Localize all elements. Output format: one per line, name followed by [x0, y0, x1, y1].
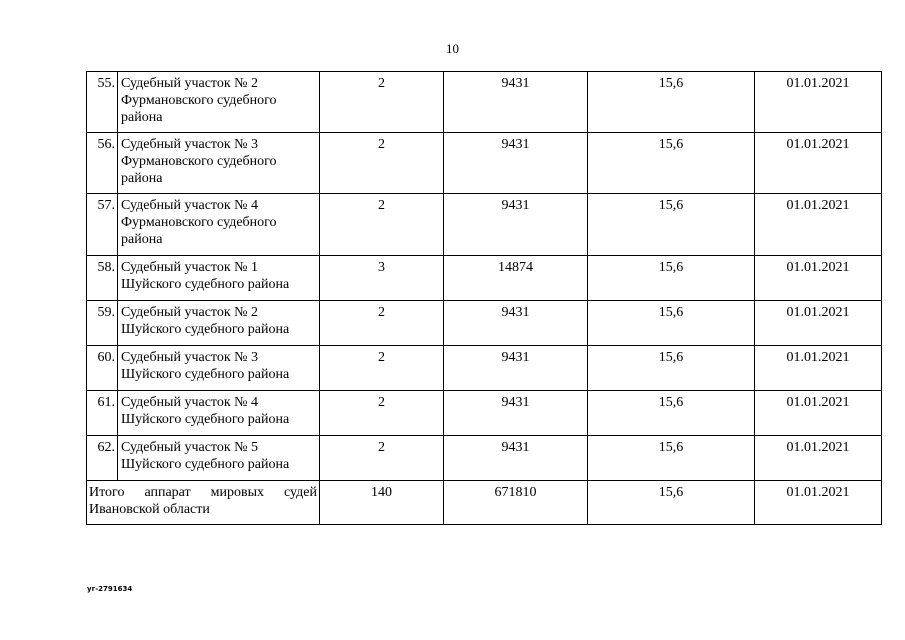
page-number: 10 [446, 41, 459, 56]
staff-units-cell: 2 [320, 133, 444, 194]
staff-units-cell: 2 [320, 301, 444, 346]
row-number: 61. [87, 391, 118, 436]
total-staff-units-cell: 140 [320, 481, 444, 525]
row-number: 56. [87, 133, 118, 194]
amount-cell: 9431 [444, 346, 588, 391]
rate-cell: 15,6 [588, 256, 755, 301]
row-number: 58. [87, 256, 118, 301]
table-row [87, 256, 882, 301]
row-number: 57. [87, 194, 118, 256]
rate-cell: 15,6 [588, 391, 755, 436]
court-section-name: Судебный участок № 3 Фурмановского судебного района [118, 133, 320, 194]
staff-units-cell: 2 [320, 194, 444, 256]
amount-cell: 9431 [444, 72, 588, 133]
table-row [87, 391, 882, 436]
rate-cell: 15,6 [588, 301, 755, 346]
table-row [87, 72, 882, 133]
court-section-name: Судебный участок № 5 Шуйского судебного района [118, 436, 320, 481]
table-row [87, 194, 882, 256]
row-number: 55. [87, 72, 118, 133]
table-row [87, 346, 882, 391]
table-row [87, 436, 882, 481]
amount-cell: 9431 [444, 133, 588, 194]
row-number: 60. [87, 346, 118, 391]
total-row [87, 481, 882, 525]
date-cell: 01.01.2021 [755, 436, 882, 481]
court-section-name: Судебный участок № 4 Шуйского судебного района [118, 391, 320, 436]
date-cell: 01.01.2021 [755, 391, 882, 436]
amount-cell: 9431 [444, 194, 588, 256]
amount-cell: 9431 [444, 436, 588, 481]
rate-cell: 15,6 [588, 436, 755, 481]
table-row [87, 301, 882, 346]
date-cell: 01.01.2021 [755, 194, 882, 256]
staff-units-cell: 3 [320, 256, 444, 301]
staff-units-cell: 2 [320, 436, 444, 481]
date-cell: 01.01.2021 [755, 256, 882, 301]
court-section-name: Судебный участок № 3 Шуйского судебного района [118, 346, 320, 391]
staff-units-cell: 2 [320, 391, 444, 436]
staff-units-cell: 2 [320, 346, 444, 391]
total-rate-cell: 15,6 [588, 481, 755, 525]
rate-cell: 15,6 [588, 72, 755, 133]
date-cell: 01.01.2021 [755, 301, 882, 346]
date-cell: 01.01.2021 [755, 346, 882, 391]
court-section-name: Судебный участок № 2 Фурмановского судебного района [118, 72, 320, 133]
rate-cell: 15,6 [588, 194, 755, 256]
date-cell: 01.01.2021 [755, 72, 882, 133]
row-number: 59. [87, 301, 118, 346]
rate-cell: 15,6 [588, 133, 755, 194]
staff-units-cell: 2 [320, 72, 444, 133]
table-row [87, 133, 882, 194]
amount-cell: 9431 [444, 391, 588, 436]
court-section-name: Судебный участок № 1 Шуйского судебного района [118, 256, 320, 301]
total-date-cell: 01.01.2021 [755, 481, 882, 525]
row-number: 62. [87, 436, 118, 481]
total-label: Итого аппарат мировых судей Ивановской области [87, 481, 320, 525]
court-section-name: Судебный участок № 4 Фурмановского судебного района [118, 194, 320, 256]
amount-cell: 9431 [444, 301, 588, 346]
court-section-name: Судебный участок № 2 Шуйского судебного района [118, 301, 320, 346]
document-code: уг-2791634 [87, 585, 133, 593]
date-cell: 01.01.2021 [755, 133, 882, 194]
total-amount-cell: 671810 [444, 481, 588, 525]
amount-cell: 14874 [444, 256, 588, 301]
budget-table [86, 71, 882, 525]
rate-cell: 15,6 [588, 346, 755, 391]
